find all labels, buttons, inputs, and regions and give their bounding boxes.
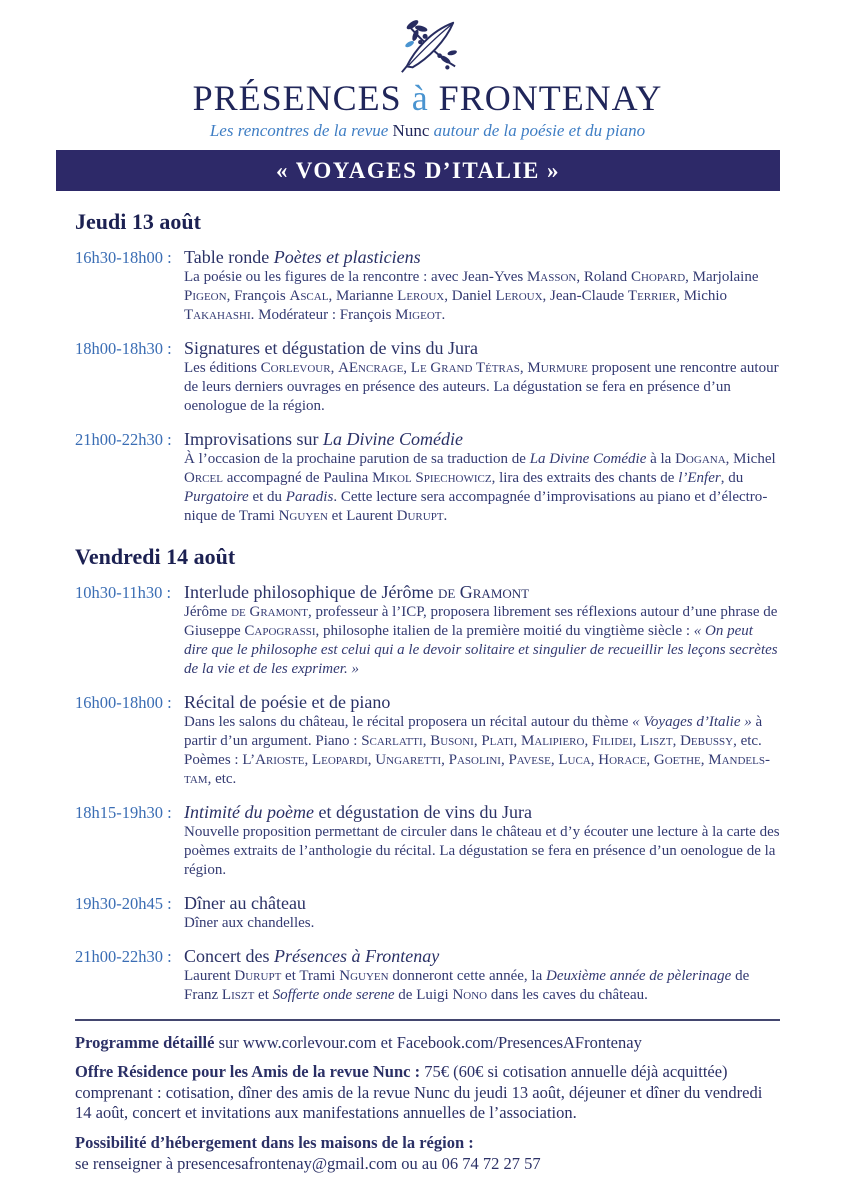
footer-paragraph: Possibilité d’hébergement dans les maisons de la région : — [75, 1132, 474, 1152]
event-description: Dans les salons du château, le récital proposera un récital autour du thème « Voyages d’Italie » à partir d’un argument. Piano : Scarlatti, Busoni, Plati, Malipiero, Filidei, Liszt, Debussy, etc. Poèmes : L’Arioste, Leopardi, Ungaretti, Pasolini, Pavese, Luca, Horace, Goethe, Mandelstam, etc. — [184, 713, 770, 787]
footer-paragraph: Offre Résidence pour les Amis de la revue Nunc : 75€ (60€ si cotisation annuelle déjà acquittée) comprenant : cotisation, dîner des amis de la revue Nunc du jeudi 13 août, déjeuner et dîner du vendredi 14 août, concert et invitations aux manifestations annuelles de l’association. — [75, 1062, 763, 1123]
event-row — [75, 247, 780, 325]
event-row — [75, 429, 780, 526]
event-title: Intimité du poème et dégustation de vins du Jura — [184, 801, 532, 822]
event-row — [75, 692, 780, 789]
event-content — [184, 692, 780, 789]
event-title: Signatures et dégustation de vins du Jura — [184, 337, 478, 358]
program — [75, 209, 780, 1005]
event-content — [184, 247, 780, 325]
event-title: Dîner au château — [184, 892, 306, 913]
footer — [75, 1033, 780, 1175]
event-time: 21h00-22h30 : — [75, 429, 172, 449]
event-title: Concert des Présences à Frontenay — [184, 945, 440, 966]
footer-paragraph: Programme détaillé sur www.corlevour.com et Facebook.com/PresencesAFrontenay — [75, 1032, 642, 1052]
event-content — [184, 893, 780, 933]
event-title: Interlude philosophique de Jérôme de Gramont — [184, 581, 530, 602]
facebook-url: Facebook.com/PresencesAFrontenay — [396, 1032, 642, 1052]
event-description: Nouvelle proposition permettant de circuler dans le château et d’y écouter une lecture à la carte des poèmes extraits de l’anthologie du récital. La dégustation se fera en présence d’un oenologue de la région. — [184, 823, 780, 878]
event-content — [184, 582, 780, 679]
header — [75, 0, 780, 141]
event-description: Laurent Durupt et Trami Nguyen donneront cette année, la Deuxième année de pèlerinage de Franz Liszt et Sofferte onde serene de Luigi Nono dans les caves du château. — [184, 967, 750, 1003]
event-title: Table ronde Poètes et plasticiens — [184, 246, 421, 267]
event-time: 18h15-19h30 : — [75, 802, 172, 822]
website-url: www.corlevour.com — [242, 1032, 377, 1052]
page-title: PRÉSENCES à FRONTENAY — [192, 78, 663, 118]
day-heading: Vendredi 14 août — [75, 543, 236, 569]
separator — [75, 1019, 780, 1021]
email-address: presencesafrontenay@gmail.com — [177, 1154, 398, 1174]
header-subtitle: Les rencontres de la revue Nunc autour de la poésie et du piano — [209, 120, 646, 140]
event-content — [184, 802, 780, 880]
day-heading: Jeudi 13 août — [75, 208, 201, 234]
event-row — [75, 893, 780, 933]
event-time: 18h00-18h30 : — [75, 338, 172, 358]
event-row — [75, 946, 780, 1005]
event-time: 10h30-11h30 : — [75, 582, 172, 602]
event-content — [184, 429, 780, 526]
day-events — [75, 247, 780, 526]
footer-paragraph: se renseigner à presencesafrontenay@gmail.com ou au 06 74 72 27 57 — [75, 1154, 541, 1174]
banner-title: « VOYAGES D’ITALIE » — [275, 157, 561, 183]
event-content — [184, 946, 780, 1005]
event-description: Les éditions Corlevour, AEncrage, Le Grand Tétras, Murmure proposent une rencontre autour de leurs derniers ouvrages en présence des auteurs. La dégustation se fera en présence d’un oenologue de la région. — [184, 359, 779, 414]
event-description: La poésie ou les figures de la rencontre : avec Jean-Yves Masson, Roland Chopard, Marjolaine Pigeon, François Ascal, Marianne Leroux, Daniel Leroux, Jean-Claude Terrier, Michio Takahashi. Modérateur : François Migeot. — [184, 268, 759, 323]
event-description: Dîner aux chandelles. — [184, 914, 315, 931]
day-section — [75, 209, 780, 526]
event-time: 21h00-22h30 : — [75, 946, 172, 966]
event-title: Improvisations sur La Divine Comédie — [184, 428, 463, 449]
event-row — [75, 582, 780, 679]
event-row — [75, 338, 780, 416]
quill-leaf-logo-icon — [75, 16, 780, 78]
event-content — [184, 338, 780, 416]
event-description: Jérôme de Gramont, professeur à l’ICP, proposera librement ses réflexions autour d’une phrase de Giuseppe Capograssi, philosophe italien de la première moitié du vingtième siècle : « On peut dire que le philosophe est celui qui a le devoir solitaire et singulier de recueillir les leçons secrètes de la vie et de les exprimer. » — [184, 603, 778, 677]
event-description: À l’occasion de la prochaine parution de sa traduction de La Divine Comédie à la Dogana, Michel Orcel accompagné de Paulina Mikol Spiechowicz, lira des extraits des chants de l’Enfer, du Purgatoire et du Paradis. Cette lecture sera accompagnée d’improvisations au piano et d’électronique de Trami Nguyen et Laurent Durupt. — [184, 450, 776, 524]
theme-banner — [56, 150, 780, 191]
event-time: 16h30-18h00 : — [75, 247, 172, 267]
event-time: 16h00-18h00 : — [75, 692, 172, 712]
event-title: Récital de poésie et de piano — [184, 691, 391, 712]
event-row — [75, 802, 780, 880]
phone-number: 06 74 72 27 57 — [441, 1154, 541, 1174]
day-events — [75, 582, 780, 1005]
event-time: 19h30-20h45 : — [75, 893, 172, 913]
day-section — [75, 544, 780, 1005]
